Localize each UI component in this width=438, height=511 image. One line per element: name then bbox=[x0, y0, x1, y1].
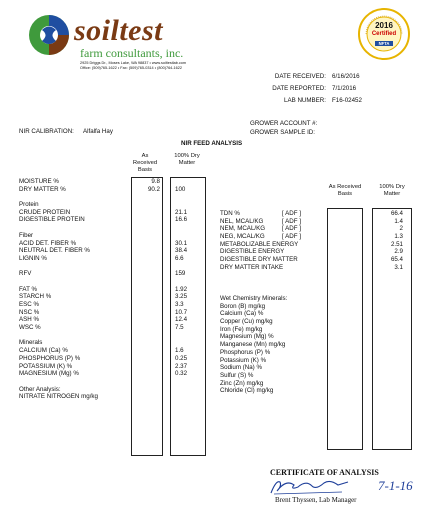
signature-date: 7-1-16 bbox=[378, 478, 413, 493]
calcium-value: 1.6 bbox=[175, 347, 184, 355]
right-dry-matter-header: 100% Dry Matter bbox=[379, 184, 405, 197]
company-logo-icon bbox=[28, 14, 70, 56]
adf-value: 30.1 bbox=[175, 239, 188, 247]
company-subtitle: farm consultants, inc. bbox=[80, 46, 184, 60]
de-label: DIGESTIBLE ENERGY bbox=[220, 248, 285, 256]
crude-protein-label: CRUDE PROTEIN bbox=[19, 208, 71, 216]
grower-sample-label: GROWER SAMPLE ID: bbox=[250, 129, 315, 136]
nitrate-label: NITRATE NITROGEN mg/kg bbox=[19, 393, 98, 401]
lignin-value: 6.6 bbox=[175, 254, 184, 262]
fat-label: FAT % bbox=[19, 285, 37, 293]
right-as-received-box bbox=[327, 208, 363, 450]
me-label: METABOLIZABLE ENERGY bbox=[220, 240, 299, 248]
wet-phosphorus-label: Phosphorus (P) % bbox=[220, 348, 271, 356]
lab-number-label: LAB NUMBER: bbox=[284, 97, 326, 104]
wet-calcium-label: Calcium (Ca) % bbox=[220, 310, 264, 318]
tdn-label: TDN % bbox=[220, 210, 240, 217]
starch-value: 3.25 bbox=[175, 293, 188, 301]
wet-iron-label: Iron (Fe) mg/kg bbox=[220, 325, 263, 333]
dmi-label: DRY MATTER INTAKE bbox=[220, 263, 284, 271]
dry-matter-label: DRY MATTER % bbox=[19, 185, 66, 193]
neg-basis: [ ADF ] bbox=[282, 233, 301, 241]
crude-protein-value: 21.1 bbox=[175, 208, 188, 216]
other-analysis-heading: Other Analysis: bbox=[19, 385, 61, 393]
dmi-value: 3.1 bbox=[394, 263, 403, 271]
date-reported-value: 7/1/2016 bbox=[332, 85, 357, 92]
nem-value: 2 bbox=[399, 225, 403, 233]
digestible-protein-label: DIGESTIBLE PROTEIN bbox=[19, 216, 85, 224]
nsc-label: NSC % bbox=[19, 308, 40, 316]
wet-potassium-label: Potassium (K) % bbox=[220, 356, 267, 364]
moisture-label: MOISTURE % bbox=[19, 178, 59, 185]
seal-year: 2016 bbox=[375, 21, 393, 30]
wet-chemistry-list bbox=[220, 295, 287, 395]
lab-number-value: F16-02452 bbox=[332, 97, 362, 104]
nsc-value: 10.7 bbox=[175, 308, 188, 316]
me-value: 2.51 bbox=[390, 240, 403, 248]
wet-chloride-label: Chloride (Cl) mg/kg bbox=[220, 387, 274, 395]
tdn-basis: [ ADF ] bbox=[282, 210, 301, 217]
rfv-label: RFV bbox=[19, 270, 32, 278]
grower-account-label: GROWER ACCOUNT #: bbox=[250, 120, 318, 127]
nem-label: NEM, MCAL/KG bbox=[220, 225, 266, 233]
fat-value: 1.92 bbox=[175, 285, 188, 293]
date-received-value: 6/16/2016 bbox=[332, 73, 360, 80]
as-received-header: As Received Basis bbox=[132, 153, 158, 173]
nel-value: 1.4 bbox=[394, 217, 403, 225]
potassium-value: 2.37 bbox=[175, 362, 188, 370]
adf-label: ACID DET. FIBER % bbox=[19, 239, 77, 247]
protein-heading: Protein bbox=[19, 201, 39, 209]
calcium-label: CALCIUM (Ca) % bbox=[19, 347, 68, 355]
ash-label: ASH % bbox=[19, 316, 39, 324]
signer-name: Brent Thyssen, Lab Manager bbox=[275, 496, 357, 504]
tdn-value: 66.4 bbox=[390, 210, 403, 217]
phosphorus-value: 0.25 bbox=[175, 354, 188, 362]
esc-value: 3.3 bbox=[175, 301, 184, 308]
seal-word: Certified bbox=[371, 31, 397, 37]
wet-copper-label: Copper (Cu) mg/kg bbox=[220, 318, 273, 326]
date-received-label: DATE RECEIVED: bbox=[274, 73, 326, 80]
right-dry-matter-values bbox=[372, 210, 403, 272]
wet-magnesium-label: Magnesium (Mg) % bbox=[220, 333, 274, 341]
left-as-received-box bbox=[131, 177, 163, 456]
nem-basis: [ ADF ] bbox=[282, 225, 301, 233]
neg-label: NEG, MCAL/KG bbox=[220, 233, 265, 241]
company-name: soiltest bbox=[74, 14, 164, 47]
ddm-value: 65.4 bbox=[390, 256, 403, 264]
nir-calibration-value: Alfalfa Hay bbox=[83, 128, 113, 135]
magnesium-label: MAGNESIUM (Mg) % bbox=[19, 370, 79, 378]
wet-chemistry-heading: Wet Chemistry Minerals: bbox=[220, 295, 288, 302]
wet-manganese-label: Manganese (Mn) mg/kg bbox=[220, 341, 286, 349]
esc-label: ESC % bbox=[19, 301, 39, 308]
left-as-received-values bbox=[131, 178, 160, 193]
phosphorus-label: PHOSPHORUS (P) % bbox=[19, 354, 81, 362]
dry-matter-as-value: 90.2 bbox=[147, 185, 160, 193]
fiber-heading: Fiber bbox=[19, 231, 34, 239]
company-address: 2925 Driggs Dr., Moses Lake, WA 98837 • www.soiltestlab.com bbox=[80, 61, 187, 65]
dry-matter-dm-value: 100 bbox=[175, 185, 186, 193]
nfta-seal bbox=[358, 8, 410, 60]
right-as-received-header: As Received Basis bbox=[328, 184, 362, 197]
nir-calibration-label: NIR CALIBRATION: bbox=[19, 128, 74, 135]
date-reported-label: DATE REPORTED: bbox=[272, 85, 326, 92]
wet-boron-label: Boron (B) mg/kg bbox=[220, 302, 266, 310]
nel-basis: [ ADF ] bbox=[282, 217, 301, 225]
right-basis-labels bbox=[282, 210, 301, 241]
seal-org: NFTA bbox=[378, 40, 390, 46]
nel-label: NEL, MCAL/KG bbox=[220, 217, 264, 225]
wet-sulfur-label: Sulfur (S) % bbox=[220, 371, 254, 379]
ddm-label: DIGESTIBLE DRY MATTER bbox=[220, 256, 298, 264]
digestible-protein-value: 16.6 bbox=[175, 216, 188, 224]
magnesium-value: 0.32 bbox=[175, 370, 188, 378]
left-labels bbox=[19, 178, 98, 401]
ndf-value: 38.4 bbox=[175, 247, 188, 255]
moisture-as-value: 9.8 bbox=[151, 178, 160, 185]
ndf-label: NEUTRAL DET. FIBER % bbox=[19, 247, 90, 255]
minerals-heading: Minerals bbox=[19, 339, 43, 347]
left-dry-matter-values bbox=[175, 178, 187, 401]
signature-icon bbox=[268, 476, 350, 496]
neg-value: 1.3 bbox=[394, 233, 403, 241]
wet-zinc-label: Zinc (Zn) mg/kg bbox=[220, 379, 264, 387]
lignin-label: LIGNIN % bbox=[19, 254, 47, 262]
de-value: 2.9 bbox=[394, 248, 403, 256]
company-phone: Office: (509)765-1622 • Fax: (509)765-0314 • (800)764-1622 bbox=[80, 66, 183, 70]
moisture-dm-value bbox=[175, 178, 187, 186]
section-title: NIR FEED ANALYSIS bbox=[181, 140, 243, 147]
nitrate-value bbox=[175, 393, 187, 401]
wsc-label: WSC % bbox=[19, 324, 41, 332]
dry-matter-header: 100% Dry Matter bbox=[174, 153, 200, 166]
potassium-label: POTASSIUM (K) % bbox=[19, 362, 73, 370]
certificate-title: CERTIFICATE OF ANALYSIS bbox=[270, 468, 379, 477]
ash-value: 12.4 bbox=[175, 316, 188, 324]
wsc-value: 7.5 bbox=[175, 324, 184, 332]
rfv-value: 159 bbox=[175, 270, 186, 278]
wet-sodium-label: Sodium (Na) % bbox=[220, 364, 262, 372]
starch-label: STARCH % bbox=[19, 293, 52, 301]
